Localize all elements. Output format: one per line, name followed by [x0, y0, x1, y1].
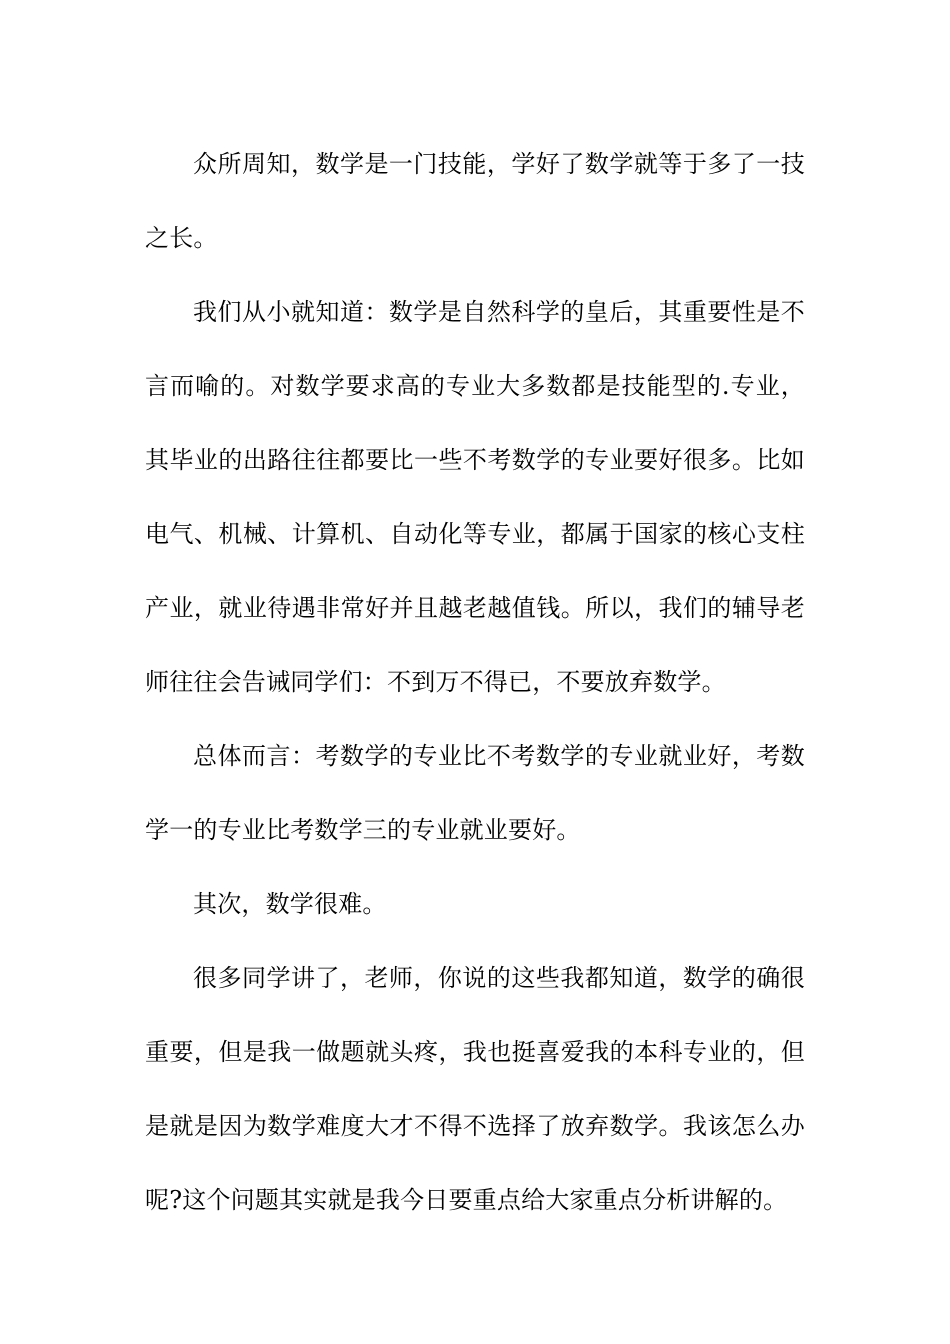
- paragraph-5: 很多同学讲了，老师，你说的这些我都知道，数学的确很重要，但是我一做题就头疼，我也挺喜爱我的本科专业的，但是就是因为数学难度大才不得不选择了放弃数学。我该怎么办呢?这个问题其实就是我今日要重点给大家重点分析讲解的。: [145, 964, 805, 1214]
- document-body: [145, 127, 805, 1237]
- paragraph-3: 总体而言：考数学的专业比不考数学的专业就业好，考数学一的专业比考数学三的专业就业要好。: [145, 742, 805, 844]
- paragraph-4: 其次，数学很难。: [193, 890, 387, 918]
- paragraph-1: 众所周知，数学是一门技能，学好了数学就等于多了一技之长。: [145, 150, 805, 252]
- paragraph-2: 我们从小就知道：数学是自然科学的皇后，其重要性是不言而喻的。对数学要求高的专业大多数都是技能型的.专业，其毕业的出路往往都要比一些不考数学的专业要好很多。比如电气、机械、计算机、自动化等专业，都属于国家的核心支柱产业，就业待遇非常好并且越老越值钱。所以，我们的辅导老师往往会告诫同学们：不到万不得已，不要放弃数学。: [145, 298, 805, 696]
